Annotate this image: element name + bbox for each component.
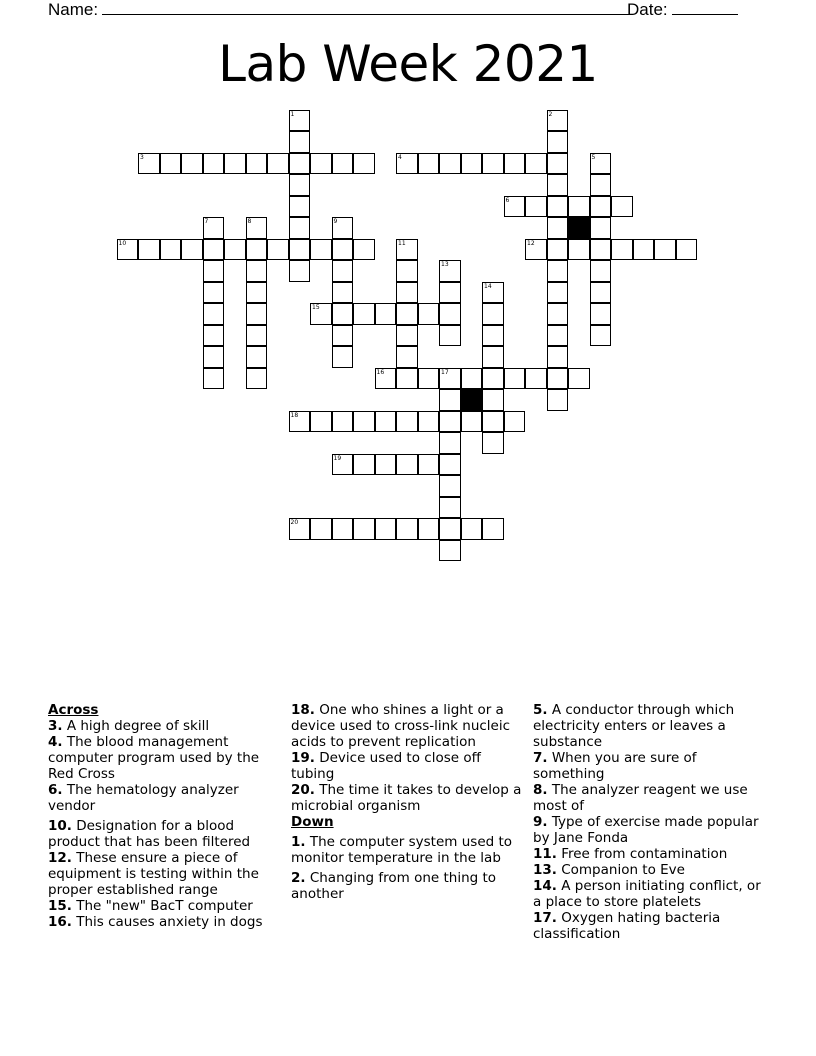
grid-cell[interactable]: [439, 475, 461, 497]
grid-cell[interactable]: [203, 239, 225, 261]
name-field[interactable]: [48, 0, 632, 19]
grid-cell[interactable]: [439, 497, 461, 519]
grid-cell[interactable]: [375, 303, 397, 325]
grid-cell[interactable]: [439, 432, 461, 454]
clue-across-6: 6. The hematology analyzer vendor: [48, 782, 239, 814]
clue-down-8: 8. The analyzer reagent we use most of: [533, 782, 748, 814]
grid-cell[interactable]: [181, 239, 203, 261]
clue-number: 13: [441, 261, 449, 268]
grid-cell[interactable]: [547, 325, 569, 347]
clue-number: 6: [505, 196, 510, 204]
clue-down-7: 7. When you are sure of something: [533, 750, 697, 782]
grid-cell[interactable]: [439, 260, 461, 282]
grid-cell[interactable]: [439, 389, 461, 411]
grid-cell[interactable]: [396, 303, 418, 325]
grid-cell[interactable]: [439, 518, 461, 540]
grid-cell[interactable]: [332, 153, 354, 175]
clue-down-14: 14. A person initiating conflict, or a place to store platelets: [533, 878, 761, 910]
black-cell: [568, 217, 590, 239]
grid-cell[interactable]: [547, 131, 569, 153]
clue-across-19: 19. Device used to close off tubing: [291, 750, 481, 782]
clue-number: 20: [290, 519, 299, 526]
grid-cell[interactable]: [654, 239, 676, 261]
grid-cell[interactable]: [353, 303, 375, 325]
grid-cell[interactable]: [353, 454, 375, 476]
grid-cell[interactable]: [461, 153, 483, 175]
clue-number: 5: [591, 153, 596, 161]
clues-column-1: [48, 702, 283, 930]
grid-cell[interactable]: [267, 239, 289, 261]
grid-cell[interactable]: [396, 368, 418, 390]
grid-cell[interactable]: [590, 196, 612, 218]
grid-cell[interactable]: [246, 239, 268, 261]
grid-cell[interactable]: [246, 325, 268, 347]
grid-cell[interactable]: [439, 325, 461, 347]
grid-cell[interactable]: [633, 239, 655, 261]
grid-cell[interactable]: [547, 110, 569, 132]
grid-cell[interactable]: [160, 239, 182, 261]
grid-cell[interactable]: [224, 239, 246, 261]
grid-cell[interactable]: [181, 153, 203, 175]
clue-number: 4: [398, 153, 402, 161]
grid-cell[interactable]: [396, 153, 418, 175]
grid-cell[interactable]: [525, 368, 547, 390]
grid-cell[interactable]: [547, 239, 569, 261]
clue-across-12: 12. These ensure a piece of equipment is testing within the proper established range: [48, 850, 259, 898]
grid-cell[interactable]: [375, 454, 397, 476]
grid-cell[interactable]: [590, 260, 612, 282]
grid-cell[interactable]: [461, 368, 483, 390]
grid-cell[interactable]: [353, 153, 375, 175]
grid-cell[interactable]: [482, 368, 504, 390]
grid-cell[interactable]: [203, 153, 225, 175]
clue-number: 15: [312, 304, 320, 311]
grid-cell[interactable]: [396, 346, 418, 368]
grid-cell[interactable]: [310, 239, 332, 261]
grid-cell[interactable]: [289, 411, 311, 433]
grid-cell[interactable]: [590, 282, 612, 304]
grid-cell[interactable]: [332, 518, 354, 540]
grid-cell[interactable]: [332, 260, 354, 282]
clue-number: 11: [398, 239, 406, 247]
grid-cell[interactable]: [525, 196, 547, 218]
grid-cell[interactable]: [525, 239, 547, 261]
grid-cell[interactable]: [396, 325, 418, 347]
grid-cell[interactable]: [160, 153, 182, 175]
grid-cell[interactable]: [590, 325, 612, 347]
grid-cell[interactable]: [482, 346, 504, 368]
grid-cell[interactable]: [246, 260, 268, 282]
grid-cell[interactable]: [353, 411, 375, 433]
name-label: Name:: [48, 0, 99, 19]
grid-cell[interactable]: [504, 153, 526, 175]
grid-cell[interactable]: [482, 389, 504, 411]
grid-cell[interactable]: [310, 411, 332, 433]
grid-cell[interactable]: [547, 303, 569, 325]
clue-across-4: 4. The blood management computer program used by the Red Cross: [48, 734, 260, 782]
grid-cell[interactable]: [332, 217, 354, 239]
grid-cell[interactable]: [203, 346, 225, 368]
clue-across-15: 15. The "new" BacT computer: [48, 898, 253, 914]
grid-cell[interactable]: [439, 153, 461, 175]
grid-cell[interactable]: [568, 239, 590, 261]
grid-cell[interactable]: [547, 346, 569, 368]
grid-cell[interactable]: [246, 217, 268, 239]
grid-cell[interactable]: [289, 131, 311, 153]
grid-cell[interactable]: [332, 303, 354, 325]
grid-cell[interactable]: [568, 368, 590, 390]
clue-down-1: 1. The computer system used to monitor temperature in the lab: [291, 834, 513, 866]
grid-cell[interactable]: [568, 196, 590, 218]
clue-down-11: 11. Free from contamination: [533, 846, 728, 862]
grid-cell[interactable]: [590, 153, 612, 175]
grid-cell[interactable]: [676, 239, 698, 261]
date-field[interactable]: [627, 0, 738, 19]
clue-down-5: 5. A conductor through which electricity enters or leaves a substance: [533, 702, 735, 750]
grid-cell[interactable]: [332, 411, 354, 433]
grid-cell[interactable]: [482, 153, 504, 175]
clue-number: 14: [484, 282, 492, 290]
clue-number: 7: [204, 218, 209, 225]
page-title: Lab Week 2021: [218, 35, 598, 93]
grid-cell[interactable]: [246, 303, 268, 325]
grid-cell[interactable]: [396, 282, 418, 304]
grid-cell[interactable]: [439, 303, 461, 325]
grid-cell[interactable]: [353, 239, 375, 261]
grid-cell[interactable]: [138, 153, 160, 175]
clue-down-9: 9. Type of exercise made popular by Jane Fonda: [533, 814, 759, 846]
grid-cell[interactable]: [396, 518, 418, 540]
grid-cell[interactable]: [590, 303, 612, 325]
grid-cell[interactable]: [547, 260, 569, 282]
across-heading: Across: [48, 702, 99, 718]
grid-cell[interactable]: [375, 411, 397, 433]
grid-cell[interactable]: [332, 282, 354, 304]
grid-cell[interactable]: [482, 282, 504, 304]
grid-cell[interactable]: [203, 217, 225, 239]
clue-down-2: 2. Changing from one thing to another: [291, 870, 497, 902]
grid-cell[interactable]: [289, 174, 311, 196]
clue-number: 1: [290, 110, 295, 118]
grid-cell[interactable]: [461, 411, 483, 433]
grid-cell[interactable]: [418, 303, 440, 325]
grid-cell[interactable]: [547, 282, 569, 304]
grid-cell[interactable]: [203, 368, 225, 390]
grid-cell[interactable]: [310, 303, 332, 325]
clue-number: 17: [441, 368, 449, 376]
grid-cell[interactable]: [310, 518, 332, 540]
grid-cell[interactable]: [117, 239, 139, 261]
clue-number: 16: [376, 368, 385, 376]
grid-cell[interactable]: [332, 239, 354, 261]
grid-cell[interactable]: [482, 303, 504, 325]
grid-cell[interactable]: [396, 454, 418, 476]
grid-cell[interactable]: [439, 540, 461, 562]
clue-across-3: 3. A high degree of skill: [48, 718, 210, 734]
grid-cell[interactable]: [547, 368, 569, 390]
grid-cell[interactable]: [504, 196, 526, 218]
grid-cell[interactable]: [418, 411, 440, 433]
clue-across-20: 20. The time it takes to develop a microbial organism: [291, 782, 522, 814]
grid-cell[interactable]: [289, 239, 311, 261]
grid-cell[interactable]: [482, 518, 504, 540]
clue-number: 19: [333, 454, 342, 462]
name-blank-line[interactable]: [102, 0, 632, 15]
grid-cell[interactable]: [203, 282, 225, 304]
grid-cell[interactable]: [289, 153, 311, 175]
grid-cell[interactable]: [590, 239, 612, 261]
grid-cell[interactable]: [611, 196, 633, 218]
grid-cell[interactable]: [547, 389, 569, 411]
grid-cell[interactable]: [332, 325, 354, 347]
crossword-grid: [117, 110, 717, 580]
grid-cell[interactable]: [138, 239, 160, 261]
clue-number: 18: [290, 411, 299, 419]
grid-cell[interactable]: [547, 217, 569, 239]
clues-column-3: [533, 702, 768, 942]
grid-cell[interactable]: [461, 518, 483, 540]
grid-cell[interactable]: [375, 518, 397, 540]
grid-cell[interactable]: [504, 368, 526, 390]
grid-cell[interactable]: [439, 368, 461, 390]
clue-down-17: 17. Oxygen hating bacteria classification: [533, 910, 721, 942]
clue-number: 12: [527, 239, 535, 247]
grid-cell[interactable]: [482, 411, 504, 433]
grid-cell[interactable]: [547, 174, 569, 196]
black-cell: [461, 389, 483, 411]
clue-across-16: 16. This causes anxiety in dogs: [48, 914, 263, 930]
grid-cell[interactable]: [525, 153, 547, 175]
grid-cell[interactable]: [332, 454, 354, 476]
grid-cell[interactable]: [289, 260, 311, 282]
grid-cell[interactable]: [310, 153, 332, 175]
clue-number: 3: [140, 153, 144, 161]
grid-cell[interactable]: [246, 282, 268, 304]
grid-cell[interactable]: [482, 325, 504, 347]
grid-cell[interactable]: [611, 239, 633, 261]
grid-cell[interactable]: [418, 454, 440, 476]
grid-cell[interactable]: [375, 368, 397, 390]
grid-cell[interactable]: [267, 153, 289, 175]
grid-cell[interactable]: [203, 260, 225, 282]
grid-cell[interactable]: [289, 196, 311, 218]
grid-cell[interactable]: [246, 346, 268, 368]
grid-cell[interactable]: [418, 153, 440, 175]
grid-cell[interactable]: [224, 153, 246, 175]
grid-cell[interactable]: [418, 368, 440, 390]
grid-cell[interactable]: [482, 432, 504, 454]
clues-column-2: [291, 702, 526, 902]
grid-cell[interactable]: [418, 518, 440, 540]
grid-cell[interactable]: [246, 153, 268, 175]
clue-number: 9: [333, 218, 338, 225]
clue-number: 10: [118, 239, 127, 247]
clue-number: 2: [548, 110, 553, 118]
date-blank-line[interactable]: [672, 0, 738, 15]
grid-cell[interactable]: [289, 217, 311, 239]
clue-down-13: 13. Companion to Eve: [533, 862, 685, 878]
grid-cell[interactable]: [203, 303, 225, 325]
grid-cell[interactable]: [289, 110, 311, 132]
grid-cell[interactable]: [246, 368, 268, 390]
clue-number: 8: [247, 218, 252, 225]
grid-cell[interactable]: [439, 411, 461, 433]
down-heading: Down: [291, 814, 334, 830]
grid-cell[interactable]: [203, 325, 225, 347]
clue-across-18: 18. One who shines a light or a device used to cross-link nucleic acids to prevent replication: [291, 702, 511, 750]
grid-cell[interactable]: [396, 260, 418, 282]
grid-cell[interactable]: [396, 411, 418, 433]
clue-across-10: 10. Designation for a blood product that has been filtered: [48, 818, 251, 850]
grid-cell[interactable]: [439, 282, 461, 304]
grid-cell[interactable]: [332, 346, 354, 368]
grid-cell[interactable]: [547, 196, 569, 218]
grid-cell[interactable]: [289, 518, 311, 540]
grid-cell[interactable]: [504, 411, 526, 433]
grid-cell[interactable]: [396, 239, 418, 261]
grid-cell[interactable]: [590, 174, 612, 196]
grid-cell[interactable]: [353, 518, 375, 540]
date-label: Date:: [627, 0, 668, 19]
grid-cell[interactable]: [439, 454, 461, 476]
grid-cell[interactable]: [590, 217, 612, 239]
grid-cell[interactable]: [547, 153, 569, 175]
